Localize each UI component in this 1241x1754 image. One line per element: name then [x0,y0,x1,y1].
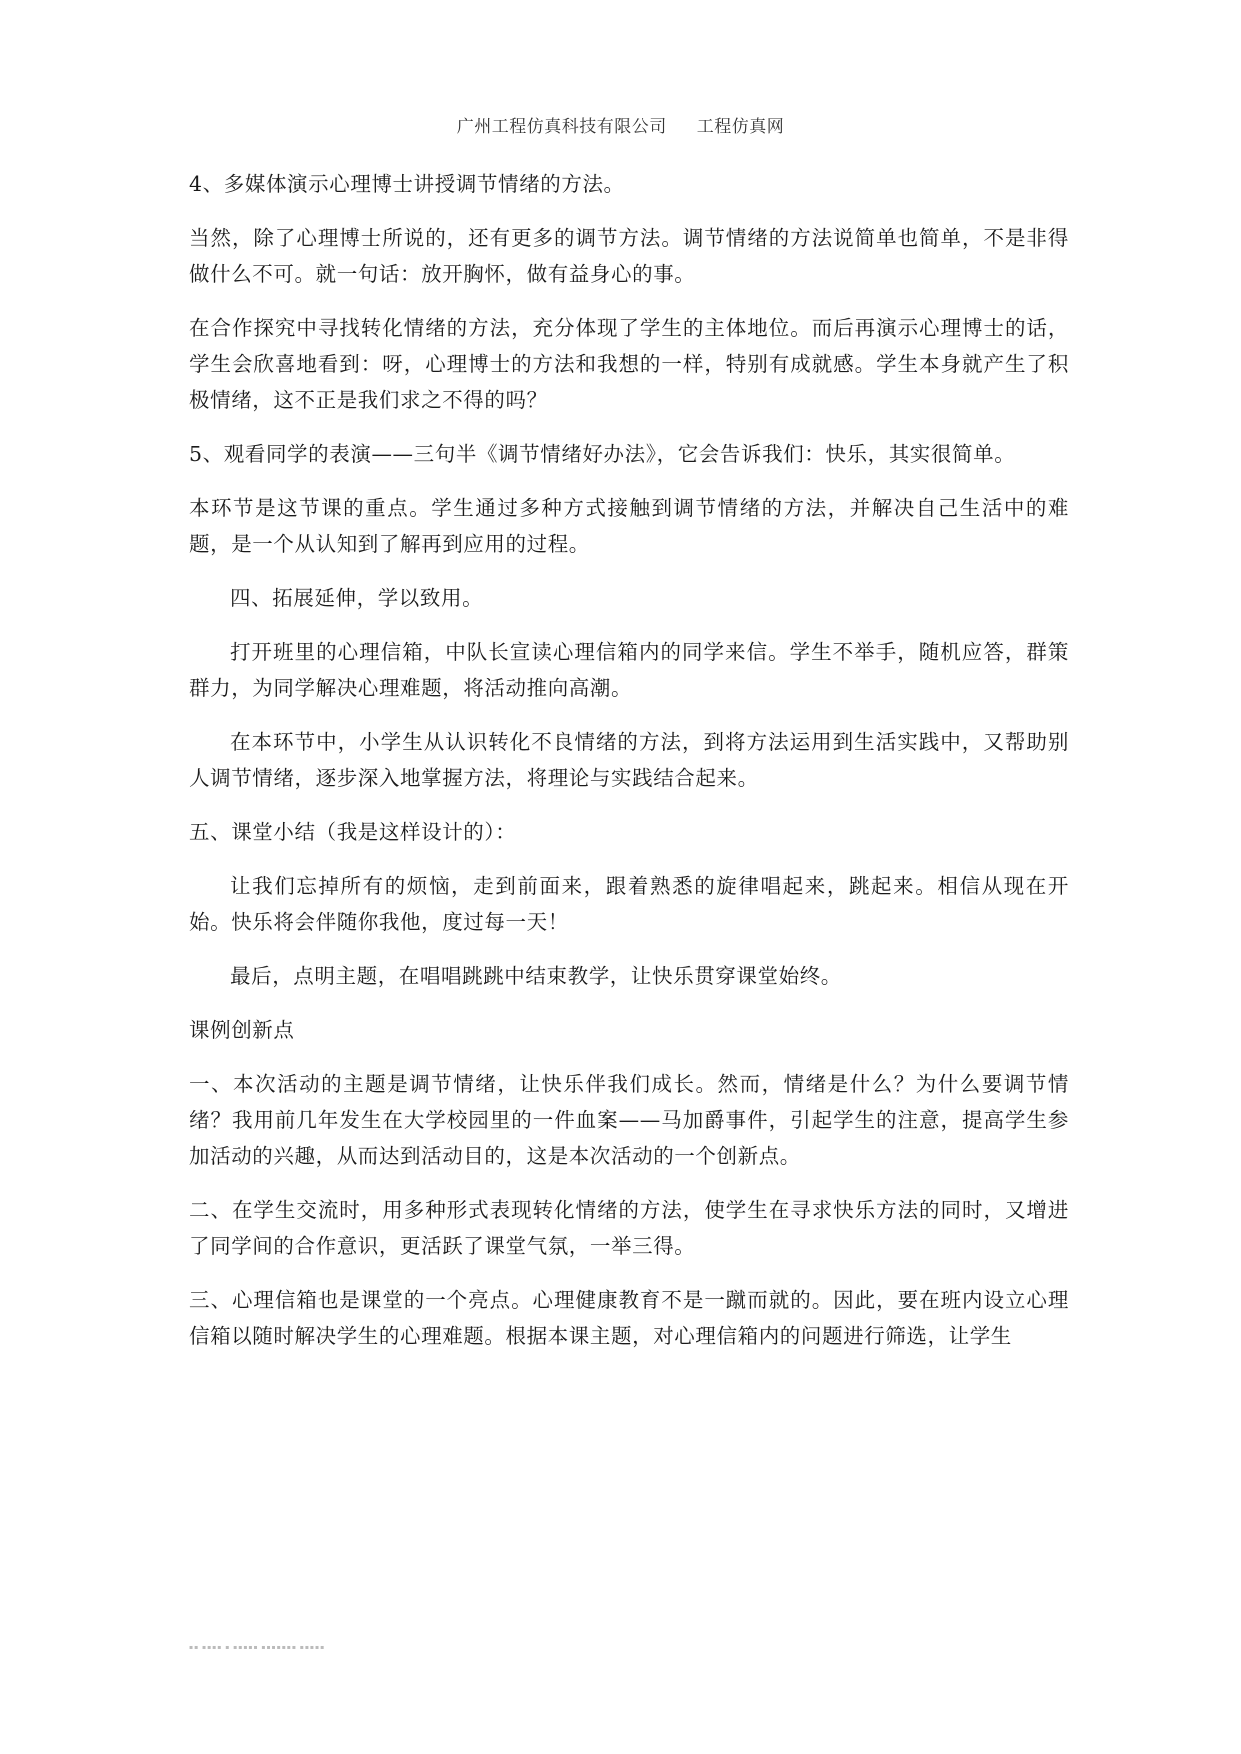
paragraph: 一、本次活动的主题是调节情绪，让快乐伴我们成长。然而，情绪是什么？为什么要调节情绪？我用前几年发生在大学校园里的一件血案——马加爵事件，引起学生的注意，提高学生参加活动的兴趣，从而达到活动目的，这是本次活动的一个创新点。 [189,1072,1069,1168]
paragraph: 当然，除了心理博士所说的，还有更多的调节方法。调节情绪的方法说简单也简单，不是非得做什么不可。就一句话：放开胸怀，做有益身心的事。 [189,226,1069,286]
section-heading: 五、课堂小结（我是这样设计的）： [189,820,517,844]
header-site: 工程仿真网 [696,117,785,137]
paragraph: 5、观看同学的表演——三句半《调节情绪好办法》，它会告诉我们：快乐，其实很简单。 [189,442,1016,466]
document-body [189,166,1069,1372]
section-heading: 四、拓展延伸，学以致用。 [230,586,484,610]
footer-watermark: ▪▪ ▪▪▪▪ ▪ ▪▪▪▪▪ ▪▪▪▪▪▪▪ ▪▪▪▪▪ [189,1644,326,1651]
paragraph: 4、多媒体演示心理博士讲授调节情绪的方法。 [189,172,625,196]
paragraph: 本环节是这节课的重点。学生通过多种方式接触到调节情绪的方法，并解决自己生活中的难题，是一个从认知到了解再到应用的过程。 [189,496,1069,556]
paragraph: 让我们忘掉所有的烦恼，走到前面来，跟着熟悉的旋律唱起来，跳起来。相信从现在开始。快乐将会伴随你我他，度过每一天！ [189,874,1069,934]
paragraph: 在合作探究中寻找转化情绪的方法，充分体现了学生的主体地位。而后再演示心理博士的话，学生会欣喜地看到：呀，心理博士的方法和我想的一样，特别有成就感。学生本身就产生了积极情绪，这不正是我们求之不得的吗？ [189,316,1069,412]
paragraph: 在本环节中，小学生从认识转化不良情绪的方法，到将方法运用到生活实践中，又帮助别人调节情绪，逐步深入地掌握方法，将理论与实践结合起来。 [189,730,1069,790]
page-header [0,112,1241,137]
paragraph: 最后，点明主题，在唱唱跳跳中结束教学，让快乐贯穿课堂始终。 [230,964,842,988]
paragraph: 二、在学生交流时，用多种形式表现转化情绪的方法，使学生在寻求快乐方法的同时，又增进了同学间的合作意识，更活跃了课堂气氛，一举三得。 [189,1198,1069,1258]
paragraph: 打开班里的心理信箱，中队长宣读心理信箱内的同学来信。学生不举手，随机应答，群策群力，为同学解决心理难题，将活动推向高潮。 [189,640,1069,700]
section-heading: 课例创新点 [189,1018,295,1042]
paragraph: 三、心理信箱也是课堂的一个亮点。心理健康教育不是一蹴而就的。因此，要在班内设立心理信箱以随时解决学生的心理难题。根据本课主题，对心理信箱内的问题进行筛选，让学生 [189,1288,1069,1348]
header-company: 广州工程仿真科技有限公司 [456,117,667,137]
